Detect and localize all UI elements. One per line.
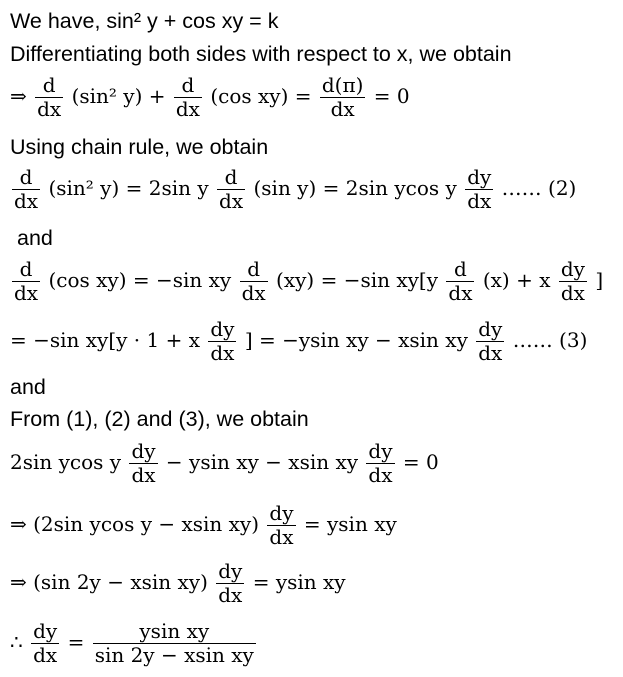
text-combined-zero: = 0 — [402, 450, 439, 474]
equation-cos-derivative — [10, 258, 603, 305]
text-simplified-part1: ⇒ (sin 2y − xsin xy) — [10, 570, 208, 594]
text-chain-rule: Using chain rule, we obtain — [10, 135, 269, 159]
text-eq3-part2: ] = −ysin xy − xsin xy — [244, 328, 468, 352]
fraction-dy-dx: $\frac{dy}{dx}$ — [131, 439, 156, 487]
combined-equation — [10, 440, 439, 487]
text-differentiating: Differentiating both sides with respect to x, we obtain — [10, 42, 512, 66]
text-given: We have, sin² y + cos xy = k — [10, 9, 279, 33]
differentiation-statement — [10, 42, 512, 66]
text-factored-part1: ⇒ (2sin ycos y − xsin xy) — [10, 512, 260, 536]
text-cos-part1: (cos xy) = −sin xy — [48, 268, 232, 292]
fraction-dy-dx: $\frac{dy}{dx}$ — [467, 165, 492, 213]
text-close-bracket: ] — [595, 268, 604, 292]
fraction-d-dx: $\frac{d}{dx}$ — [241, 257, 266, 305]
fraction-d-dx: $\frac{d}{dx}$ — [448, 257, 473, 305]
fraction-d-dx: $\frac{d}{dx}$ — [175, 73, 200, 121]
text-eq2-part2: (sin y) = 2sin ycos y — [253, 176, 457, 200]
derivative-equation — [10, 74, 410, 121]
text-simplified-part2: = ysin xy — [252, 570, 346, 594]
equation-3 — [10, 318, 587, 365]
fraction-d-dx: $\frac{d}{dx}$ — [14, 165, 39, 213]
fraction-dy-dx: $\frac{dy}{dx}$ — [210, 317, 235, 365]
text-cosxy-term: (cos xy) = — [210, 84, 312, 108]
factored-equation — [10, 502, 397, 549]
fraction-dy-dx: $\frac{dy}{dx}$ — [218, 559, 243, 607]
fraction-dy-dx: $\frac{dy}{dx}$ — [478, 317, 503, 365]
fraction-dpi-dx: $\frac{d(\pi)}{dx}$ — [321, 73, 364, 121]
text-eq3-part1: = −sin xy[y · 1 + x — [10, 328, 200, 352]
text-equals-zero: = 0 — [373, 84, 410, 108]
fraction-dy-dx: $\frac{dy}{dx}$ — [368, 439, 393, 487]
text-combined-part2: − ysin xy − xsin xy — [165, 450, 359, 474]
fraction-dy-dx: $\frac{dy}{dx}$ — [560, 257, 585, 305]
from-statement — [10, 407, 309, 431]
simplified-equation — [10, 560, 346, 607]
fraction-d-dx: $\frac{d}{dx}$ — [219, 165, 244, 213]
text-eq2-part1: (sin² y) = 2sin y — [48, 176, 209, 200]
therefore-symbol: ∴ — [10, 630, 23, 654]
text-from: From (1), (2) and (3), we obtain — [10, 407, 309, 431]
and-connector-2 — [10, 375, 46, 399]
final-result — [10, 620, 258, 667]
text-combined-part1: 2sin ycos y — [10, 450, 122, 474]
chain-rule-statement — [10, 135, 268, 159]
fraction-d-dx: $\frac{d}{dx}$ — [37, 73, 62, 121]
text-final-equals: = — [67, 630, 85, 654]
text-cos-part2: (xy) = −sin xy[y — [276, 268, 439, 292]
implies-symbol: ⇒ — [10, 84, 27, 108]
text-eq2-label: …… (2) — [501, 176, 577, 200]
text-and: and — [17, 226, 53, 250]
fraction-dy-dx: $\frac{dy}{dx}$ — [269, 501, 294, 549]
text-sin2y-term: (sin² y) + — [71, 84, 166, 108]
and-connector — [17, 226, 53, 250]
text-and: and — [10, 375, 46, 399]
text-cos-part3: (x) + x — [482, 268, 551, 292]
equation-2 — [10, 166, 576, 213]
text-factored-part2: = ysin xy — [303, 512, 397, 536]
given-equation — [10, 9, 278, 33]
fraction-d-dx: $\frac{d}{dx}$ — [14, 257, 39, 305]
fraction-dy-dx: $\frac{dy}{dx}$ — [33, 619, 58, 667]
text-eq3-label: …… (3) — [512, 328, 588, 352]
fraction-final-result: $\frac{\text{ysin xy}}{\text{sin 2y − xsin xy}}$ — [94, 619, 254, 667]
